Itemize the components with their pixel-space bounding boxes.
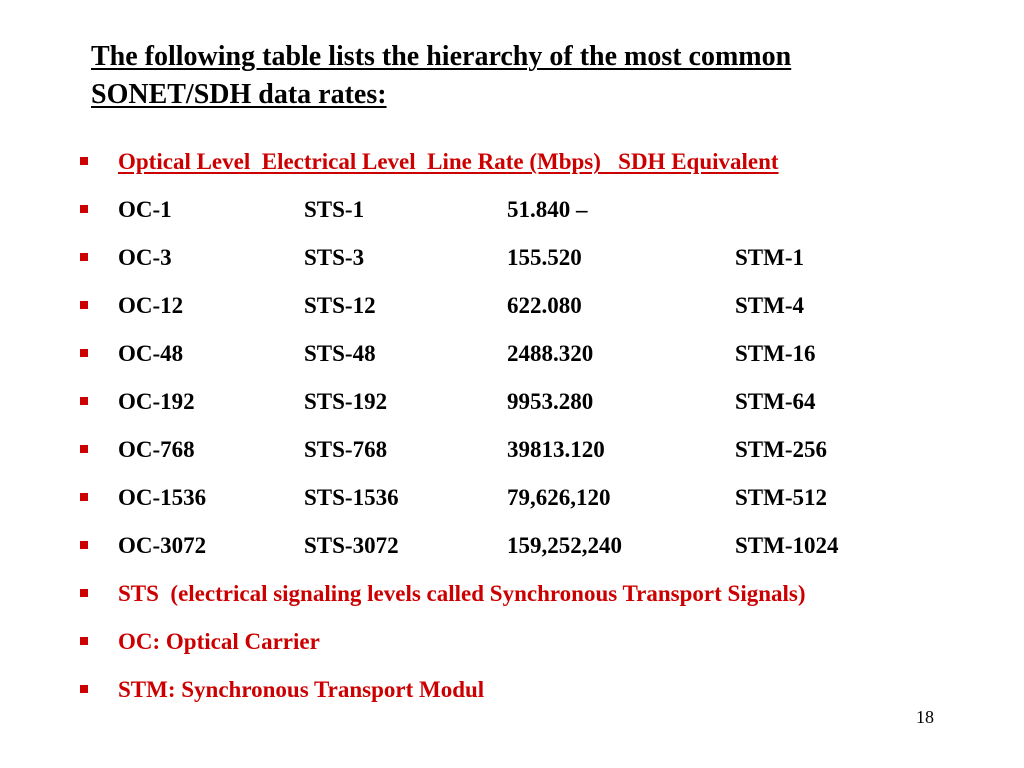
sdh-equivalent-cell: STM-512 [735,485,827,510]
note-oc [0,626,1000,658]
note-sts [0,578,1000,610]
line-rate-cell: 2488.320 [507,341,594,366]
electrical-level-cell: STS-768 [304,437,388,462]
table-header-row [0,146,1000,178]
square-bullet-icon [80,301,88,309]
optical-level-cell: OC-192 [118,389,195,414]
line-rate-cell: 159,252,240 [507,533,622,558]
page-number: 18 [916,707,934,727]
square-bullet-icon [80,541,88,549]
table-row [0,434,1000,466]
electrical-level-cell: STS-1 [304,197,365,222]
optical-level-cell: OC-12 [118,293,184,318]
note-text: STM: Synchronous Transport Modul [118,677,485,702]
square-bullet-icon [80,589,88,597]
square-bullet-icon [80,493,88,501]
square-bullet-icon [80,205,88,213]
optical-level-cell: OC-3 [118,245,172,270]
electrical-level-cell: STS-48 [304,341,376,366]
line-rate-cell: 155.520 [507,245,582,270]
optical-level-cell: OC-48 [118,341,184,366]
table-row [0,242,1000,274]
line-rate-cell: 39813.120 [507,437,605,462]
square-bullet-icon [80,637,88,645]
optical-level-cell: OC-1536 [118,485,207,510]
table-row [0,530,1000,562]
sdh-equivalent-cell: STM-256 [735,437,827,462]
slide-title-line-1: The following table lists the hierarchy of the most common [91,41,792,72]
square-bullet-icon [80,349,88,357]
table-row [0,194,1000,226]
square-bullet-icon [80,157,88,165]
sdh-equivalent-cell: STM-1 [735,245,804,270]
line-rate-cell: 51.840 – [507,197,588,222]
table-row [0,386,1000,418]
note-text: OC: Optical Carrier [118,629,320,654]
line-rate-cell: 622.080 [507,293,582,318]
electrical-level-cell: STS-3 [304,245,365,270]
table-header-text: Optical Level Electrical Level Line Rate (Mbps) SDH Equivalent [118,149,779,174]
electrical-level-cell: STS-12 [304,293,376,318]
electrical-level-cell: STS-3072 [304,533,399,558]
square-bullet-icon [80,253,88,261]
line-rate-cell: 9953.280 [507,389,594,414]
slide-title [91,38,971,114]
square-bullet-icon [80,445,88,453]
line-rate-cell: 79,626,120 [507,485,611,510]
square-bullet-icon [80,397,88,405]
note-text: STS (electrical signaling levels called Synchronous Transport Signals) [118,581,806,606]
table-row [0,482,1000,514]
electrical-level-cell: STS-192 [304,389,388,414]
electrical-level-cell: STS-1536 [304,485,399,510]
sdh-equivalent-cell: STM-1024 [735,533,839,558]
optical-level-cell: OC-768 [118,437,195,462]
table-row [0,338,1000,370]
sdh-equivalent-cell: STM-16 [735,341,816,366]
optical-level-cell: OC-3072 [118,533,207,558]
sdh-equivalent-cell: STM-64 [735,389,816,414]
square-bullet-icon [80,685,88,693]
table-row [0,290,1000,322]
slide-title-line-2: SONET/SDH data rates: [91,79,387,110]
optical-level-cell: OC-1 [118,197,172,222]
sdh-equivalent-cell: STM-4 [735,293,804,318]
note-stm [0,674,1000,706]
